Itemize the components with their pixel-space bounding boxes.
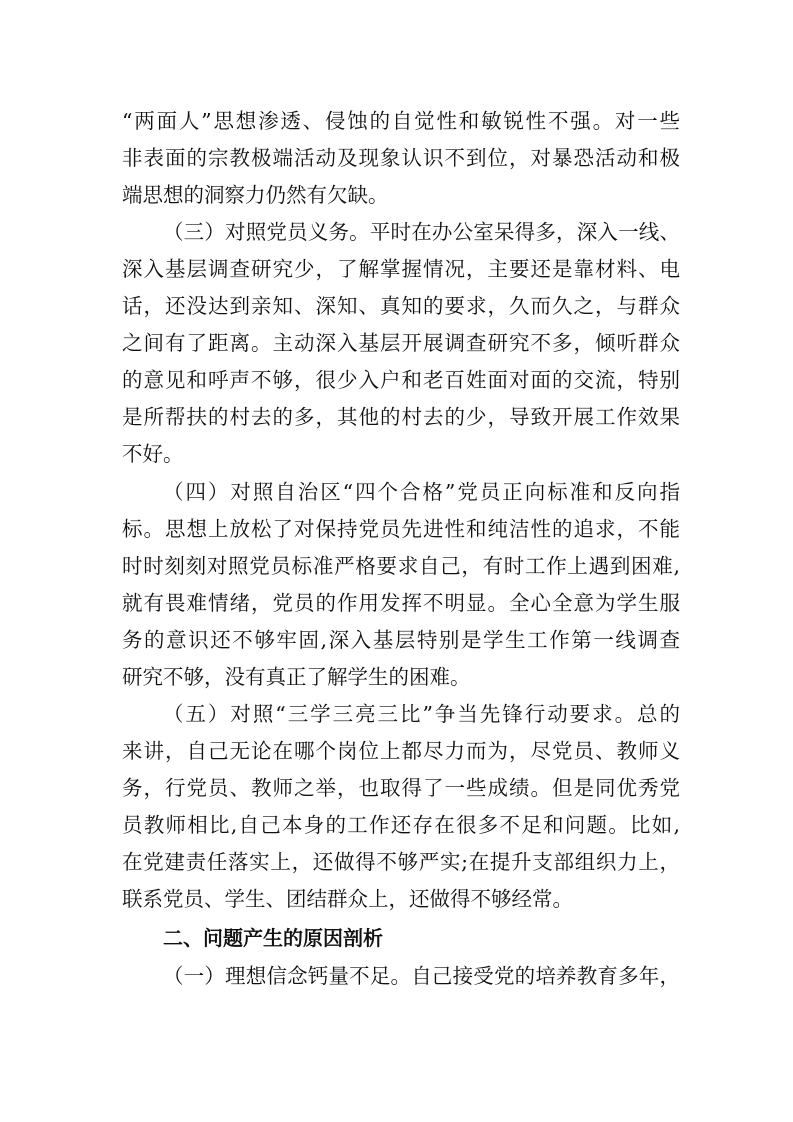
paragraph-line: 时时刻刻对照党员标准严格要求自己，有时工作上遇到困难, bbox=[122, 554, 680, 578]
paragraph-line: 之间有了距离。主动深入基层开展调查研究不多，倾听群众 bbox=[122, 331, 680, 355]
paragraph-line: （三）对照党员义务。平时在办公室呆得多，深入一线、 bbox=[163, 220, 680, 244]
section-heading: 二、问题产生的原因剖析 bbox=[163, 926, 383, 950]
paragraph-line: 务，行党员、教师之举，也取得了一些成绩。但是同优秀党 bbox=[122, 776, 680, 800]
paragraph-line: 务的意识还不够牢固,深入基层特别是学生工作第一线调查 bbox=[122, 628, 680, 652]
paragraph-line: 非表面的宗教极端活动及现象认识不到位，对暴恐活动和极 bbox=[122, 146, 680, 170]
paragraph-line: 的意见和呼声不够，很少入户和老百姓面对面的交流，特别 bbox=[122, 368, 680, 392]
paragraph-line: （五）对照“三学三亮三比”争当先锋行动要求。总的 bbox=[163, 702, 680, 726]
paragraph-line: 在党建责任落实上，还做得不够严实;在提升支部组织力上， bbox=[122, 850, 680, 874]
paragraph-line: 就有畏难情绪，党员的作用发挥不明显。全心全意为学生服 bbox=[122, 591, 680, 615]
paragraph-line: “两面人”思想渗透、侵蚀的自觉性和敏锐性不强。对一些 bbox=[122, 109, 680, 133]
paragraph-line: （一）理想信念钙量不足。自己接受党的培养教育多年， bbox=[163, 964, 680, 988]
paragraph-line: 深入基层调查研究少，了解掌握情况，主要还是靠材料、电 bbox=[122, 257, 680, 281]
paragraph-line: 是所帮扶的村去的多，其他的村去的少，导致开展工作效果 bbox=[122, 405, 680, 429]
paragraph-line: 来讲，自己无论在哪个岗位上都尽力而为，尽党员、教师义 bbox=[122, 739, 680, 763]
paragraph-line: 标。思想上放松了对保持党员先进性和纯洁性的追求，不能 bbox=[122, 517, 680, 541]
paragraph-line: 不好。 bbox=[122, 442, 184, 466]
paragraph-line: 话，还没达到亲知、深知、真知的要求，久而久之，与群众 bbox=[122, 294, 680, 318]
paragraph-line: 联系党员、学生、团结群众上，还做得不够经常。 bbox=[122, 887, 573, 911]
paragraph-line: 研究不够，没有真正了解学生的困难。 bbox=[122, 665, 471, 689]
paragraph-line: 端思想的洞察力仍然有欠缺。 bbox=[122, 183, 389, 207]
paragraph-line: （四）对照自治区“四个合格”党员正向标准和反向指 bbox=[163, 480, 680, 504]
paragraph-line: 员教师相比,自己本身的工作还存在很多不足和问题。比如, bbox=[122, 813, 680, 837]
